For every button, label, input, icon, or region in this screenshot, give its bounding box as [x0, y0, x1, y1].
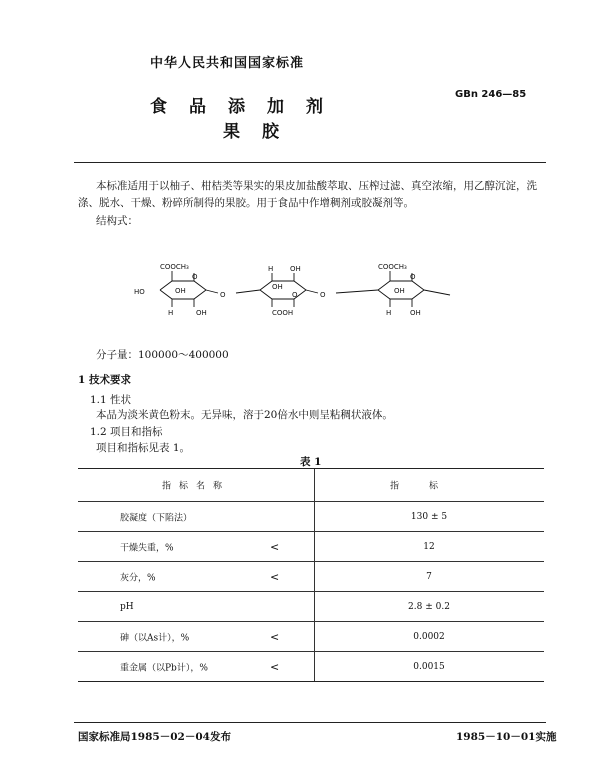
- row-name: 灰分，%: [120, 573, 156, 583]
- row-value: 7: [426, 571, 432, 582]
- document-subtitle: 果胶: [223, 122, 301, 142]
- label-h-ring3: H: [386, 309, 392, 317]
- row-name: 干燥失重，%: [120, 543, 174, 553]
- label-ho: HO: [134, 288, 145, 296]
- scope-paragraph: 本标准适用于以柚子、柑桔类等果实的果皮加盐酸萃取、压榨过滤、真空浓缩，用乙醇沉淀，洗涤、脱水、干燥、粉碎所制得的果胶。用于食品中作增稠剂或胶凝剂等。: [78, 180, 537, 209]
- section-heading-1: 1 技术要求: [78, 374, 131, 386]
- table-row: [78, 562, 544, 592]
- label-oh-ring1: OH: [175, 287, 186, 295]
- row-name: 重金属（以Pb计），%: [120, 663, 208, 673]
- issue-date: 国家标准局1985－02－04发布: [78, 731, 231, 743]
- table-caption: 表 1: [300, 456, 322, 468]
- label-oh-ring3-bottom: OH: [410, 309, 421, 317]
- row-operator: <: [270, 570, 280, 583]
- label-o-link2: O: [320, 291, 326, 299]
- spec-table: [78, 468, 544, 682]
- label-oh-ring2: OH: [272, 283, 283, 291]
- label-h-ring1: H: [168, 309, 174, 317]
- row-operator: <: [270, 630, 280, 643]
- footer-divider: [74, 722, 546, 723]
- label-o-ring1: O: [192, 273, 198, 281]
- header-name: 指标名称: [161, 481, 230, 492]
- structure-label: 结构式：: [96, 215, 138, 227]
- label-oh-ring2-top: OH: [290, 265, 301, 273]
- table-header-row: [78, 469, 544, 502]
- table-row: [78, 622, 544, 652]
- label-o-link1: O: [220, 291, 226, 299]
- table-row: [78, 592, 544, 622]
- issuing-authority: 中华人民共和国国家标准: [150, 56, 305, 71]
- table-row: [78, 532, 544, 562]
- section-text-1-2: 项目和指标见表 1。: [96, 442, 191, 454]
- label-oh-ring3: OH: [394, 287, 405, 295]
- row-value: 0.0002: [413, 631, 445, 642]
- structural-formula: [132, 257, 472, 323]
- header-value: 指标: [389, 481, 468, 492]
- label-cooch3-1: COOCH₃: [160, 263, 189, 271]
- row-value: 12: [423, 541, 435, 552]
- row-name: pH: [120, 601, 134, 612]
- standard-number: GBn 246—85: [455, 89, 527, 100]
- section-heading-1-2: 1.2 项目和指标: [90, 426, 163, 438]
- row-value: 0.0015: [413, 661, 445, 672]
- section-heading-1-1: 1.1 性状: [90, 394, 132, 406]
- label-cooh: COOH: [272, 309, 294, 317]
- row-value: 2.8 ± 0.2: [408, 601, 450, 612]
- table-row: [78, 502, 544, 532]
- row-value: 130 ± 5: [410, 511, 448, 522]
- label-oh-ring1-bottom: OH: [196, 309, 207, 317]
- section-text-1-1: 本品为淡米黄色粉末。无异味，溶于20倍水中则呈粘稠状液体。: [96, 409, 393, 421]
- molecular-weight: 分子量：100000～400000: [96, 349, 229, 361]
- label-o-ring3: O: [410, 273, 416, 281]
- row-name: 胶凝度（下陷法）: [120, 513, 193, 523]
- row-operator: <: [270, 660, 280, 673]
- table-row: [78, 652, 544, 681]
- label-o-ring2: O: [292, 291, 298, 299]
- header-divider: [74, 162, 546, 163]
- row-operator: <: [270, 540, 280, 553]
- document-title: 食品添加剂: [150, 97, 345, 117]
- label-cooch3-2: COOCH₃: [378, 263, 407, 271]
- row-name: 砷（以As计），%: [120, 633, 190, 643]
- effective-date: 1985－10－01实施: [456, 731, 557, 743]
- label-h-ring2: H: [268, 265, 274, 273]
